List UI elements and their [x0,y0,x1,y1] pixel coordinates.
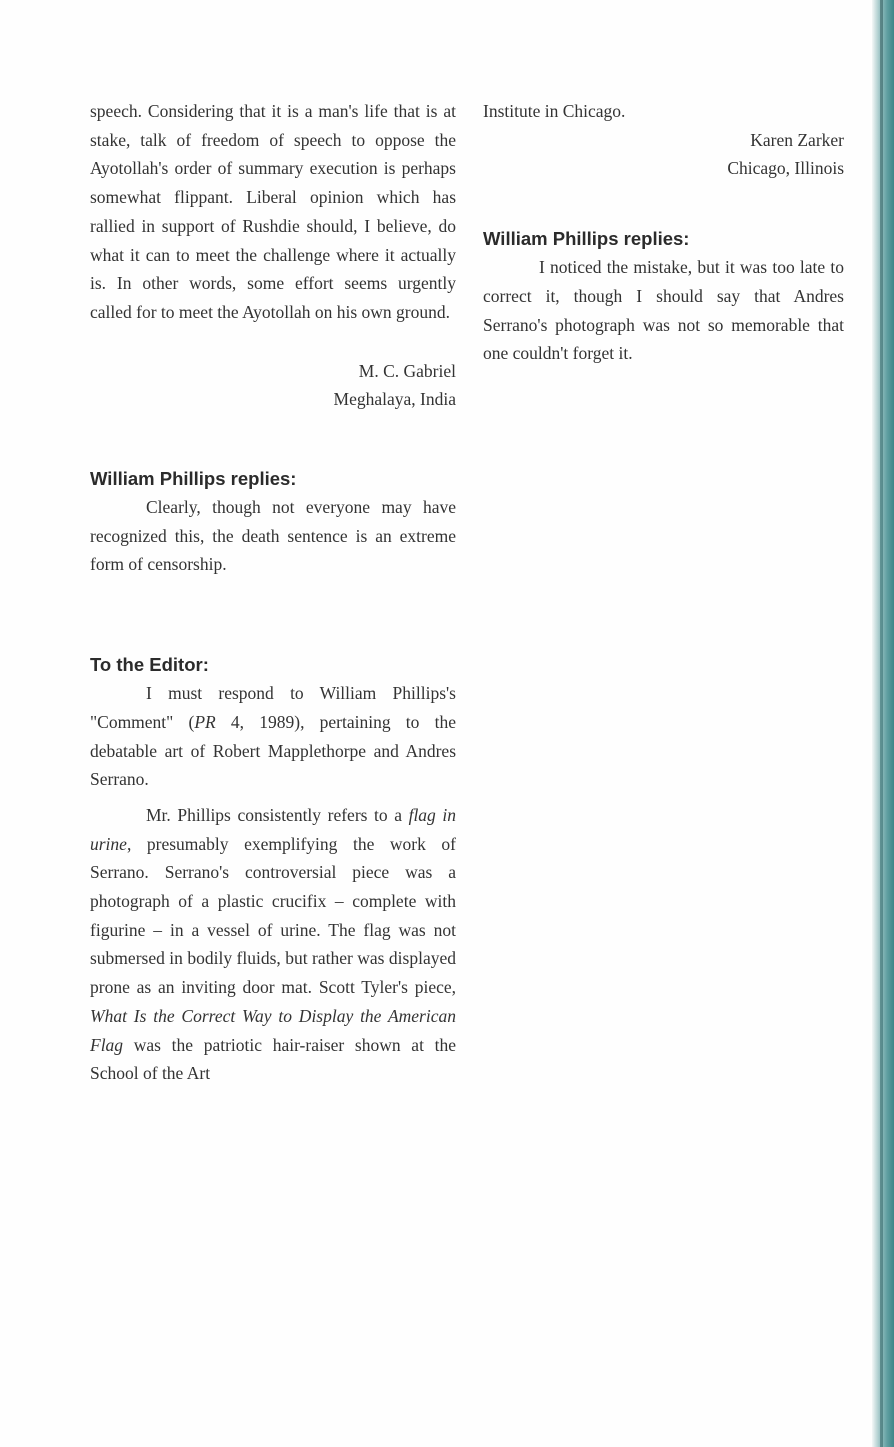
continued-text: Institute in Chicago. [483,101,626,121]
letter-body-paragraph: speech. Considering that it is a man's life that is at stake, talk of freedom of speech to oppose the Ayotollah's order of summary execution is perhaps somewhat flippant. Liberal opinion which has rallied in support of Rushdie should, I believe, do what it can to meet the challenge where it actually is. In other words, some effort seems urgently called for to meet the Ayotollah on his own ground. [90,101,456,322]
page-edge-shadow [872,0,894,1447]
text-run: 4, 1989), pertaining to the debatable art of Robert Mapplethorpe and Andres Serrano. [90,711,456,790]
reply-paragraph: Clearly, though not everyone may have recognized this, the death sentence is an extreme form of censorship. [90,497,456,575]
text-run: was the patriotic hair-raiser shown at the School of the Art [90,1034,456,1084]
reply-paragraph: I noticed the mistake, but it was too late to correct it, though I should say that Andres Serrano's photograph was not so memorable that one couldn't forget it. [483,257,844,364]
letter-paragraph-2 [90,801,456,1088]
signature-block [483,126,844,183]
left-column [90,97,456,1088]
text-run: I must respond to William Phillips's "Comment" ( [90,683,456,732]
letter-paragraph-1 [90,679,456,794]
artwork-title: What Is the Correct Way to Display the American Flag [90,1005,456,1055]
signature-block [90,357,456,414]
reply-heading: William Phillips replies: [483,228,690,250]
reply-heading: William Phillips replies: [90,468,297,490]
signature-location: Meghalaya, India [333,389,456,410]
signature-name: Karen Zarker [750,129,844,150]
text-run: , presumably exemplifying the work of Serrano. Serrano's controversial piece was a photograph of a plastic crucifix – complete with figurine – in a vessel of urine. The flag was not submersed in bodily fluids, but rather was displayed prone as an inviting door mat. Scott Tyler's piece, [90,833,456,998]
text-run: Mr. Phillips consistently refers to a [146,804,409,825]
italic-phrase: flag in urine [90,804,456,854]
journal-abbrev: PR [194,711,216,732]
signature-name: M. C. Gabriel [358,360,456,381]
book-spine-edge [880,0,883,1447]
signature-location: Chicago, Illinois [727,158,844,179]
editor-salutation: To the Editor: [90,654,209,676]
right-column [483,97,844,368]
